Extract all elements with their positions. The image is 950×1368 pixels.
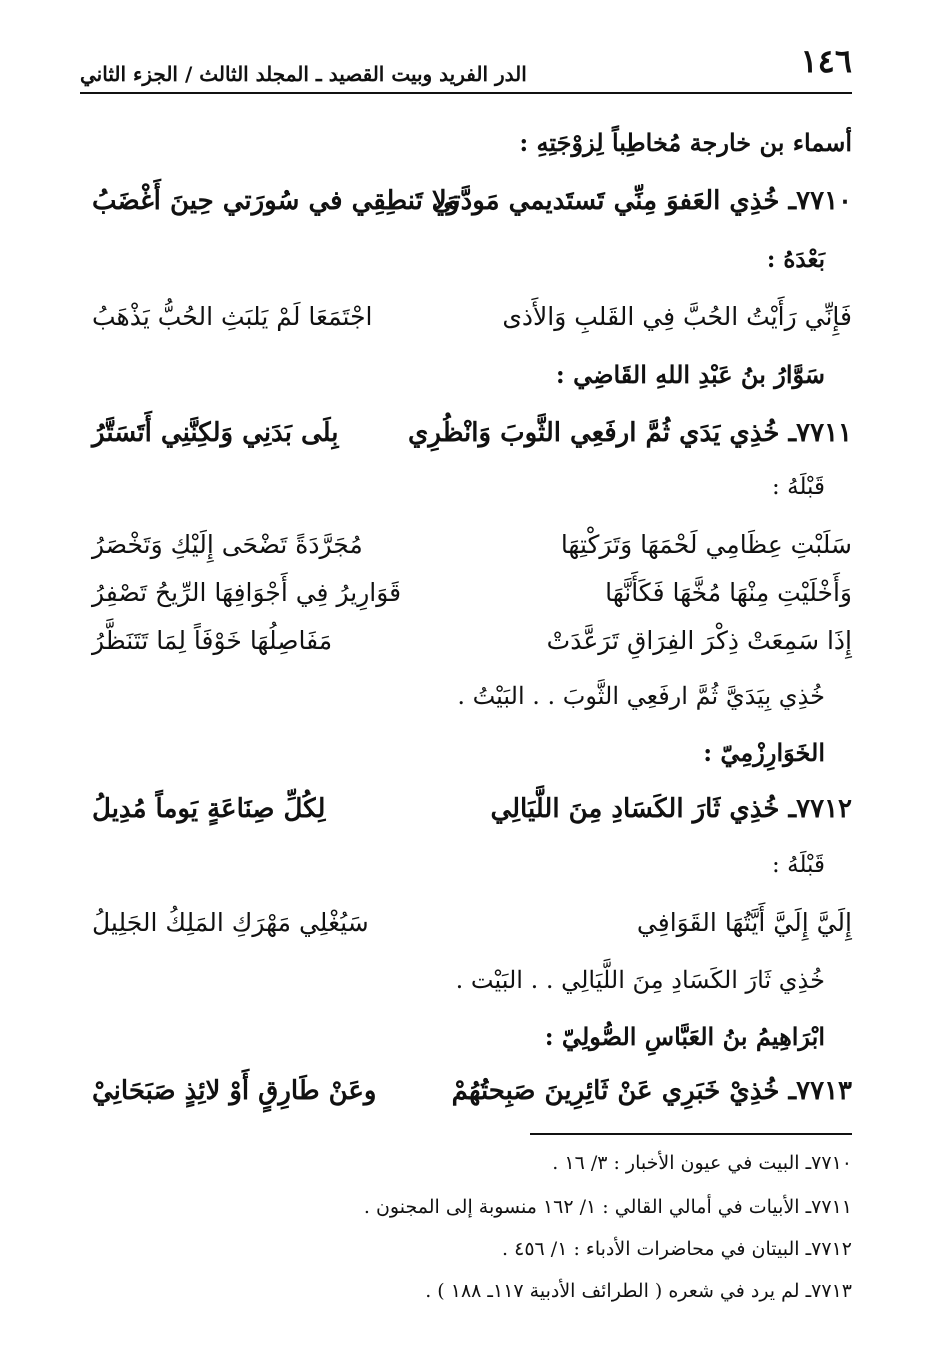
page-header: [80, 42, 852, 90]
context-label: قَبْلَهُ :: [772, 852, 825, 878]
context-label: بَعْدَهُ :: [766, 246, 825, 273]
verse-first-hemistich: سَلَبْتِ عِظَامِي لَحْمَهَا وَتَرَكْتِهَا: [560, 530, 852, 559]
footnote: ٧٧١١ـ الأبيات في أمالي القالي : ١/ ١٦٢ منسوبة إلى المجنون .: [363, 1196, 852, 1218]
verse-second-hemistich: مُجَرَّدَةً تَضْحَى إِلَيْكِ وَتَخْصَرُ: [92, 530, 363, 559]
verse-first-hemistich: ٧٧١١ـ خُذِي يَدَي ثُمَّ ارفَعِي الثَّوبَ وَانْظُرِي: [408, 418, 852, 448]
verse-first-hemistich: فَإِنِّي رَأَيْتُ الحُبَّ فِي القَلبِ وَالأَذى: [502, 302, 852, 331]
verse-reference: خُذِي ثَارَ الكَسَادِ مِنَ اللَّيَالِي . . البَيْت .: [455, 966, 825, 994]
couplet: [92, 530, 852, 570]
footnote: ٧٧١٢ـ البيتان في محاضرات الأدباء : ١/ ٤٥٦ .: [502, 1238, 852, 1260]
couplet: [92, 908, 852, 948]
verse-first-hemistich: إِذَا سَمِعَتْ ذِكْرَ الفِرَاقِ تَرَعَّدَتْ: [546, 626, 852, 655]
verse-second-hemistich: لِكُلِّ صِنَاعَةٍ يَوماً مُدِيلُ: [92, 794, 326, 824]
verse-reference: خُذِي بِيَدَيَّ ثُمَّ ارفَعِي الثَّوبَ . . البَيْتُ .: [457, 682, 825, 710]
verse-7712: [92, 794, 852, 834]
verse-7713: [92, 1076, 852, 1116]
poet-heading: ابْرَاهِيمُ بنُ العَبَّاسِ الصُّولِيّ :: [544, 1022, 825, 1051]
verse-second-hemistich: بِلَى بَدَنِي وَلكِنَّنِي أَتَسَتَّرُ: [92, 418, 339, 448]
running-title: الدر الفريد وبيت القصيد ـ المجلد الثالث / الجزء الثاني: [80, 62, 527, 86]
couplet: [92, 302, 852, 342]
verse-7710: [92, 186, 852, 226]
verse-first-hemistich: إِلَيَّ إِلَيَّ أَيَّتُهَا القَوَافِي: [636, 908, 852, 937]
couplet: [92, 578, 852, 618]
verse-first-hemistich: ٧٧١٣ـ خُذِيْ خَبَرِي عَنْ ثَائِرِينَ صَبِحتُهُمْ: [451, 1076, 852, 1106]
poet-heading: سَوَّارُ بنُ عَبْدِ اللهِ القَاضِي :: [555, 360, 825, 389]
verse-second-hemistich: سَيُغْلِي مَهْرَكِ المَلِكُ الجَلِيلُ: [92, 908, 369, 937]
footnote: ٧٧١٣ـ لم يرد في شعره ( الطرائف الأدبية ١١٧ـ ١٨٨ ) .: [425, 1280, 852, 1302]
footnote: ٧٧١٠ـ البيت في عيون الأخبار : ٣/ ١٦ .: [552, 1152, 852, 1174]
verse-first-hemistich: ٧٧١٢ـ خُذِي ثَارَ الكَسَادِ مِنَ اللَّيَالِي: [490, 794, 852, 824]
verse-second-hemistich: قَوَارِيرُ فِي أَجْوَافِهَا الرِّيحُ تَصْفِرُ: [92, 578, 402, 607]
verse-second-hemistich: وعَنْ طَارِقٍ أَوْ لائِذٍ صَبَحَانِيْ: [92, 1076, 377, 1106]
verse-first-hemistich: ٧٧١٠ـ خُذِي العَفوَ مِنِّي تَستَديمي مَودَّتي: [431, 186, 852, 216]
verse-second-hemistich: وَلا تَنطِقِي في سُورَتي حِينَ أَغْضَبُ: [92, 186, 460, 216]
footnote-rule: [530, 1133, 852, 1135]
header-rule: [80, 92, 852, 94]
verse-second-hemistich: مَفَاصِلُهَا خَوْفَاً لِمَا تَتَنَظَّرُ: [92, 626, 333, 655]
poet-heading: الخَوَارِزْمِيّ :: [703, 738, 825, 767]
context-label: قَبْلَهُ :: [772, 474, 825, 500]
page-number: ١٤٦: [800, 42, 852, 80]
poet-heading: أسماء بن خارجة مُخاطِباً لِزوْجَتِهِ :: [519, 128, 852, 157]
couplet: [92, 626, 852, 666]
verse-second-hemistich: اجْتَمَعَا لَمْ يَلبَثِ الحُبُّ يَذْهَبُ: [92, 302, 373, 331]
verse-7711: [92, 418, 852, 458]
verse-first-hemistich: وَأَخْلَيْتِ مِنْهَا مُخَّهَا فَكَأَنَّهَا: [605, 578, 852, 607]
